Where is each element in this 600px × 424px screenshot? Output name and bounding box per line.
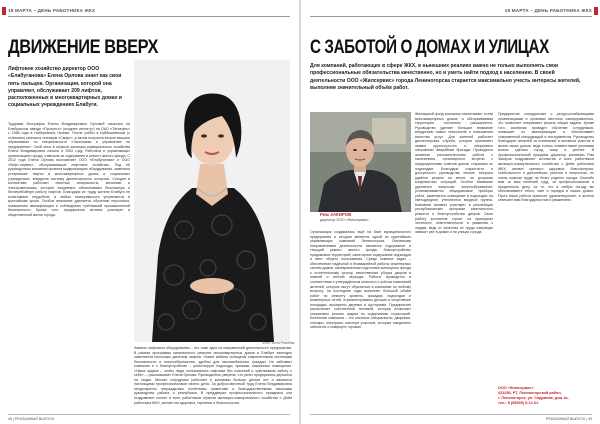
caption-role: директор ООО «Жилсервис»	[320, 218, 369, 222]
running-head-rule	[310, 16, 592, 17]
portrait-photo	[134, 60, 290, 342]
page-footer: РЕКЛАМНЫЙ ВЫПУСК | 49	[545, 417, 592, 421]
left-page	[0, 0, 298, 424]
contact-company: ООО «Жилсервис»	[498, 386, 534, 390]
running-head: 19 МАРТА – ДЕНЬ РАБОТНИКА ЖКХ	[504, 8, 592, 13]
running-head-rule	[8, 16, 290, 17]
photo-credit: Фото: Инна Ремнёва	[262, 341, 295, 345]
photo-caption	[310, 212, 411, 227]
article-column-2: Замена лифтового оборудования – это тоже одно из направлений деятельности предприятия. В рамках программы капитального ремонта многоквартирных домов в Елабуге ежегодно заменяется несколько десятков лифтов. Новые кабины оснащены современными системами безопасности и энергосбережения, удобны для маломобильных граждан. Не забывает компания и о благоустройстве – ремонтирует подъезды, приямки, машинные помещения. «Наша задача – чтобы люди пользовались лифтами без опасений и чувствовали заботу о себе», – рассказывает Елена Орлова. Руководитель уверена, что успех предприятия держится на людях. Многие сотрудники работают в компании больше десяти лет и являются настоящими профессионалами своего дела. За добросовестный труд Елена Владимировна неоднократно награждалась почётными грамотами и благодарственными письмами руководства района и республики. В преддверии профессионального праздника она поздравляет коллег и всех работников отрасли жилищно-коммунального хозяйства с Днём работника ЖКХ, желает им здоровья, терпения и благополучия.	[134, 346, 292, 405]
running-head-marker	[594, 7, 598, 15]
lead-paragraph: Лифтовое хозяйство директор ООО «Елабуганова» Елена Орлова знает как свои пять пальцев. Организация, которой она управляет, обслуживает 209 лифтов, расположенных в многоквартирных домах и социальных учреждениях Елабуги.	[8, 66, 122, 109]
contact-address-line-2: г. Лениногорск, ул. Садриева, дом 1а,	[498, 396, 569, 401]
portrait-illustration	[134, 60, 290, 342]
right-page	[302, 0, 600, 424]
lead-paragraph: Для компаний, работающих в сфере ЖКХ, в нынешних реалиях важно не только выполнять свои профессиональные обязательства качественно, но и уметь найти подход к населению. В своей деятельности ООО «Жилсервис» города Лениногорска старается максимально учесть интересы жителей, выполняя значительный объём работ.	[310, 63, 581, 91]
running-head: 19 МАРТА – ДЕНЬ РАБОТНИКА ЖКХ	[8, 8, 96, 13]
contact-block	[498, 386, 594, 406]
article-column-3: Предприятие сотрудничает с ресурсоснабжающими организациями и органами местного самоуправления, что позволяет оперативно решать общие задачи. Кроме того, компания проводит обучение сотрудников, повышает их квалификацию и обеспечивает современной спецодеждой и инструментом. Руководство благодарит жителей за понимание и активное участие в жизни своих домов, ведь только совместными усилиями можно сделать город чище и уютнее. В профессиональный праздник директор компании Рим Закиров поздравляет коллектив и всех работников жилищно-коммунального хозяйства с Днём работника ЖКХ, желает крепкого здоровья, благополучия, стабильности и дальнейших успехов в непростом, но очень нужном труде на благо родного города. Спасибо вам за ваш нелёгкий труд, за профессионализм и преданность делу, за то, что в любую погоду вы обеспечиваете тепло, свет и порядок в наших домах. Пусть ваша работа приносит удовлетворение, а жители отвечают вам благодарностью и уважением.	[498, 112, 594, 203]
page-footer: 48 | РЕКЛАМНЫЙ ВЫПУСК	[8, 417, 55, 421]
article-column-1: Трудовая биография Елены Владимировны Орловой началась на Елабужском заводе «Прогресс» (позднее институт) на ОАО «Татнефть» с 1986 года в Набережных Челнах. После учёбы в Куйбышевском (с отличием) окончила техникум «Смарт», а затем получила второе высшее образование по специальности «Экономика и управление на предприятии». Свой опыт в отрасли жилищно-коммунального хозяйства Елена Владимировна начала в 2002 году. Работала в управляющих организациях города, отвечала за содержание и ремонт жилого фонда. С 2012 года Елена Орлова возглавляет ООО «Елабуганова» и ООО «Лифт-сервис», обслуживающие лифтовое хозяйство. Под её руководством компания провела модернизацию оборудования, заменила устаревшие лифты в многоквартирных домах и социальных учреждениях, внедрила систему диспетчерского контроля. Сегодня в коллективе работают опытные специалисты, механики и электромеханики, которые ежедневно обеспечивают безопасную и бесперебойную работу лифтов. Благодаря их труду жители Елабуги не испытывают неудобств, а любые неисправности устраняются в кратчайшие сроки. Особое внимание уделяется обучению персонала, повышению квалификации и соблюдению требований промышленной безопасности. Кроме того, предприятие активно участвует в общественной жизни города.	[8, 122, 130, 217]
article-column-2: Жилищный фонд компании насчитывает сотни многоквартирных домов, а обслуживаемая территория постоянно расширяется. Руководство уделяет большое внимание внедрению новых технологий и повышению качества услуг. Для жителей работает диспетчерская служба, которая принимает заявки круглосуточно и оперативно направляет аварийные бригады. Проводится активная разъяснительная работа с населением, организуются встречи с председателями советов домов, старшими по подъездам. Благодаря открытости и доступности руководства многие вопросы удаётся решить на месте, не допуская конфликтных ситуаций. Особое внимание уделяется вопросам энергосбережения: устанавливаются общедомовые приборы учёта, заменяется освещение в подъездах на светодиодное, утепляются входные группы. Компания активно участвует в реализации республиканских программ капитального ремонта и благоустройства дворов. Свою работу коллектив строит на принципах честности, ответственности и уважения к людям, ведь от качества их труда напрямую зависит уют в домах и на улицах города.	[415, 112, 493, 235]
footer-rule	[8, 414, 290, 415]
article-column-1: Организация создавалась ещё на базе муниципального предприятия и сегодня является одной из крупнейших управляющих компаний Лениногорска. Основными направлениями деятельности являются содержание и текущий ремонт жилого фонда, благоустройство придомовых территорий, санитарное содержание подъездов и мест общего пользования. Среди главных задач – обеспечение надёжной и безаварийной работы инженерных систем домов, своевременная подготовка жилищного фонда к отопительному сезону, качественная уборка дворов в зимний и летний периоды. Работы проводятся в соответствии с утверждённым планом и с учётом пожеланий жителей, которые могут обратиться в компанию по любому вопросу. За последние годы выполнен большой объём работ по ремонту кровель, фасадов, подъездов и инженерных сетей, отремонтированы детские и спортивные площадки, высажены деревья и кустарники. Предприятие располагает собственной техникой, которая позволяет оперативно решать задачи по содержанию территорий. Коллектив компании – это опытные специалисты, дворники, слесари, электрики, мастера участков, которые ежедневно заботятся о комфорте горожан.	[310, 230, 411, 330]
running-head-marker	[2, 7, 6, 15]
page-headline: С ЗАБОТОЙ О ДОМАХ И УЛИЦАХ	[310, 36, 549, 58]
contact-address-line-1: 423250, РТ, Лениногорский район,	[498, 391, 562, 396]
contact-phone: тел.: 8 (85595) 5-12-61.	[498, 401, 540, 406]
caption-name: Рим ЗАКИРОВ	[320, 212, 352, 217]
director-illustration	[310, 112, 411, 212]
footer-rule	[310, 414, 592, 415]
page-headline: ДВИЖЕНИЕ ВВЕРХ	[8, 36, 159, 58]
director-photo	[310, 112, 411, 212]
page-gutter	[299, 0, 301, 424]
